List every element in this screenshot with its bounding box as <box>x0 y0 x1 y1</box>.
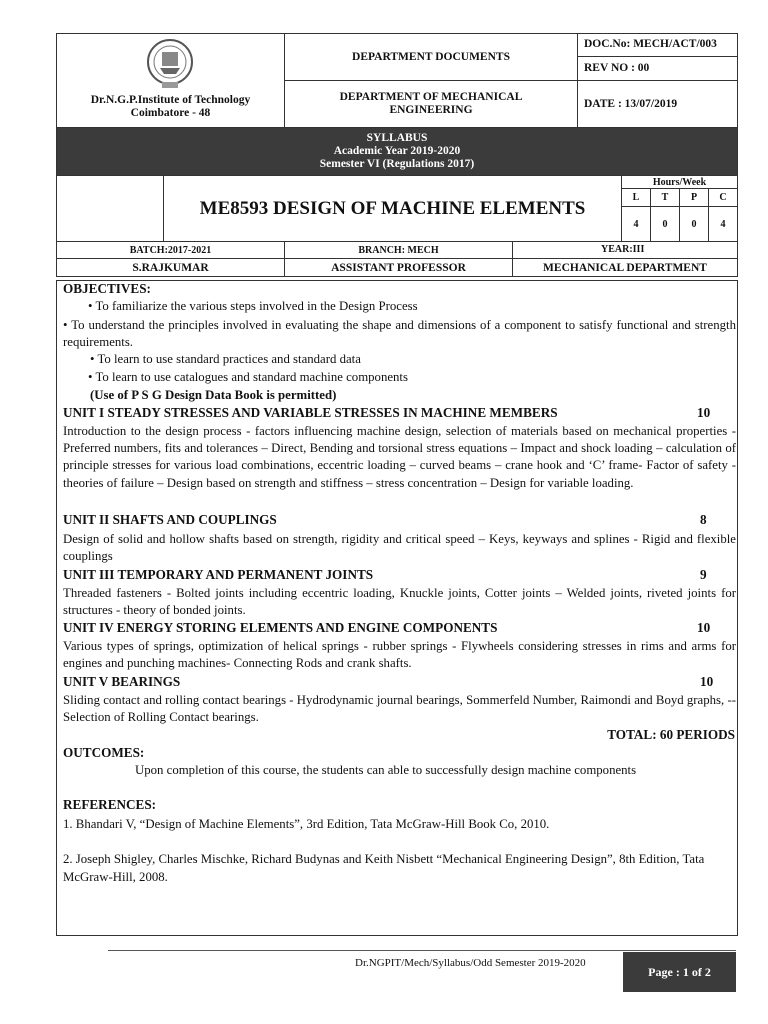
objective-item-1: • To familiarize the various steps involved in the Design Process <box>88 299 418 313</box>
unit-3-title: UNIT III TEMPORARY AND PERMANENT JOINTS <box>63 567 374 582</box>
rev-no: REV NO : 00 <box>584 62 650 74</box>
page-number: Page : 1 of 2 <box>648 964 711 979</box>
unit-1-title: UNIT I STEADY STRESSES AND VARIABLE STRESSES IN MACHINE MEMBERS <box>63 405 558 420</box>
outcomes-heading: OUTCOMES: <box>63 745 145 760</box>
course-left-cell <box>56 175 164 242</box>
unit-5-hours: 10 <box>700 674 714 689</box>
batch-cell <box>56 241 285 259</box>
institute-line-1: Dr.N.G.P.Institute of Technology <box>90 94 251 106</box>
footer-path: Dr.NGPIT/Mech/Syllabus/Odd Semester 2019-2020 <box>355 957 586 969</box>
department-name: DEPARTMENT OF MECHANICAL ENGINEERING <box>339 91 523 116</box>
hours-value-c: 4 <box>708 206 738 242</box>
hours-header-c: C <box>708 188 738 207</box>
syllabus-banner <box>56 127 738 176</box>
unit-3-hours: 9 <box>700 567 707 582</box>
doc-no-cell <box>577 33 738 57</box>
designation: ASSISTANT PROFESSOR <box>331 261 466 274</box>
unit-2-title: UNIT II SHAFTS AND COUPLINGS <box>63 512 277 527</box>
rev-no-cell <box>577 56 738 81</box>
unit-2-text: Design of solid and hollow shafts based on strength, rigidity and critical speed – Keys, keyways and splines - Rigid and flexible couplings <box>63 532 736 564</box>
unit-5-title: UNIT V BEARINGS <box>63 674 181 689</box>
page-indicator <box>623 952 736 992</box>
doc-no: DOC.No: MECH/ACT/003 <box>584 38 717 50</box>
course-title: ME8593 DESIGN OF MACHINE ELEMENTS <box>199 197 586 219</box>
department-cell <box>284 80 578 128</box>
hours-value-t: 0 <box>650 206 680 242</box>
hours-value-l: 4 <box>621 206 651 242</box>
year-cell <box>512 241 738 259</box>
doc-type: DEPARTMENT DOCUMENTS <box>352 50 510 63</box>
objective-item-2: • To understand the principles involved in evaluating the shape and dimensions of a component to satisfy functional and strength requirements. <box>63 318 736 350</box>
objectives-heading: OBJECTIVES: <box>63 281 151 296</box>
institute-logo <box>140 38 200 90</box>
unit-5-text: Sliding contact and rolling contact bearings - Hydrodynamic journal bearings, Sommerfeld Number, Raimondi and Boyd graphs, -- Selection of Rolling Contact bearings. <box>63 693 736 725</box>
reference-2: 2. Joseph Shigley, Charles Mischke, Richard Budynas and Keith Nisbett “Mechanical Engineering Design”, 8th Edition, Tata McGraw-Hill, 2008. <box>63 852 705 884</box>
branch: BRANCH: MECH <box>358 244 439 256</box>
footer-rule <box>108 950 736 951</box>
objective-item-3: • To learn to use standard practices and standard data <box>90 352 361 366</box>
designation-cell <box>284 258 513 277</box>
reference-1: 1. Bhandari V, “Design of Machine Elements”, 3rd Edition, Tata McGraw-Hill Book Co, 2010. <box>63 817 550 831</box>
unit-4-title: UNIT IV ENERGY STORING ELEMENTS AND ENGINE COMPONENTS <box>63 620 498 635</box>
faculty-dept-cell <box>512 258 738 277</box>
hours-header-l: L <box>621 188 651 207</box>
hours-value-p: 0 <box>679 206 709 242</box>
branch-cell <box>284 241 513 259</box>
faculty-cell <box>56 258 285 277</box>
unit-2-hours: 8 <box>700 512 707 527</box>
hours-label: Hours/Week <box>621 175 738 189</box>
banner-line-1: SYLLABUS <box>366 132 428 144</box>
unit-3-text: Threaded fasteners - Bolted joints including eccentric loading, Knuckle joints, Cotter joints – Welded joints, riveted joints for structures - theory of bonded joints. <box>63 586 736 618</box>
total-periods: TOTAL: 60 PERIODS <box>607 727 735 742</box>
unit-4-text: Various types of springs, optimization of helical springs - rubber springs - Flywheels considering stresses in rims and arms for engines and punching machines- Connecting Rods and crank shafts. <box>63 639 736 671</box>
hours-header-p: P <box>679 188 709 207</box>
objective-item-4: • To learn to use catalogues and standard machine components <box>88 370 408 384</box>
data-book-note: (Use of P S G Design Data Book is permitted) <box>90 388 337 402</box>
seal-icon <box>140 38 200 90</box>
date-cell <box>577 80 738 128</box>
unit-4-hours: 10 <box>697 620 711 635</box>
hours-header-t: T <box>650 188 680 207</box>
banner-line-2: Academic Year 2019-2020 <box>333 145 461 157</box>
faculty-department: MECHANICAL DEPARTMENT <box>543 261 707 274</box>
banner-line-3: Semester VI (Regulations 2017) <box>319 158 475 170</box>
year: YEAR:III <box>601 244 645 255</box>
institute-line-2: Coimbatore - 48 <box>130 107 211 119</box>
course-title-cell <box>163 175 622 242</box>
doc-date: DATE : 13/07/2019 <box>584 98 678 110</box>
unit-1-text: Introduction to the design process - factors influencing machine design, selection of materials based on mechanical properties - Preferred numbers, fits and tolerances – Direct, Bending and torsional stress equations – Impact and shock loading – calculation of principle stresses for various load combinations, eccentric loading – curved beams – crane hook and ‘C’ frame- Factor of safety - theories of failure – Design based on strength and stiffness – stress concentration – Design for variable loading. <box>63 424 736 490</box>
batch: BATCH:2017-2021 <box>129 244 212 256</box>
unit-1-hours: 10 <box>697 405 711 420</box>
doc-type-cell <box>284 33 578 81</box>
faculty-name: S.RAJKUMAR <box>132 261 209 274</box>
institute-name <box>56 90 285 124</box>
references-heading: REFERENCES: <box>63 797 157 812</box>
outcomes-text: Upon completion of this course, the students can able to successfully design machine components <box>135 763 637 777</box>
